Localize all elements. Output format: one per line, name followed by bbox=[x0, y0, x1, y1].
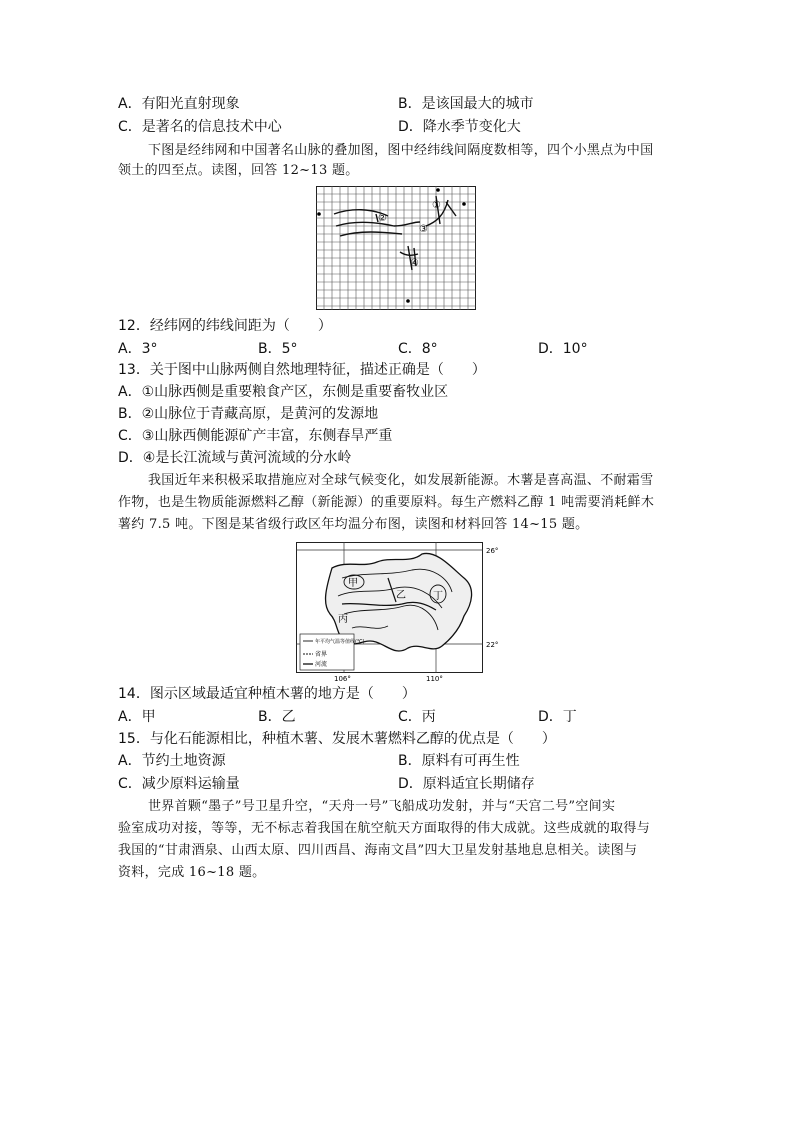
intro-16-18-line1: 世界首颗“墨子”号卫星升空，“天舟一号”飞船成功发射，并与“天宫二号”空间实 bbox=[148, 799, 616, 814]
intro-12-13-line1: 下图是经纬网和中国著名山脉的叠加图，图中经纬线间隔度数相等，四个小黑点为中国 bbox=[148, 143, 654, 158]
q14-option-c: C．丙 bbox=[398, 709, 436, 725]
mountain-label-4: ④ bbox=[410, 258, 419, 269]
q12-stem: 12．经纬网的纬线间距为（ ） bbox=[118, 318, 332, 334]
region-label-bing: 丙 bbox=[338, 614, 348, 625]
q12-option-c: C．8° bbox=[398, 341, 438, 357]
intro-14-15-line3: 薯约 7.5 吨。下图是某省级行政区年均温分布图，读图和材料回答 14~15 题。 bbox=[118, 517, 589, 532]
lon-label-right: 110° bbox=[426, 675, 443, 682]
q14-option-b: B．乙 bbox=[258, 709, 296, 725]
mountain-label-1: ① bbox=[432, 200, 441, 211]
extreme-point-south bbox=[406, 299, 410, 303]
region-label-yi: 乙 bbox=[396, 590, 406, 601]
intro-14-15-line1: 我国近年来积极采取措施应对全球气候变化，如发展新能源。木薯是喜高温、不耐霜雪 bbox=[148, 473, 654, 488]
q13-option-b: B．②山脉位于青藏高原，是黄河的发源地 bbox=[118, 406, 379, 422]
intro-16-18-line3: 我国的“甘肃酒泉、山西太原、四川西昌、海南文昌”四大卫星发射基地息息相关。读图与 bbox=[118, 843, 638, 858]
q13-option-a: A．①山脉西侧是重要粮食产区，东侧是重要畜牧业区 bbox=[118, 384, 449, 400]
q13-option-c: C．③山脉西侧能源矿产丰富，东侧春旱严重 bbox=[118, 428, 393, 444]
legend-river: 河流 bbox=[315, 661, 328, 668]
q12-option-a: A．3° bbox=[118, 341, 158, 357]
q15-option-d: D．原料适宜长期储存 bbox=[398, 776, 535, 792]
q11-option-b: B．是该国最大的城市 bbox=[398, 96, 534, 112]
extreme-point-west bbox=[317, 212, 321, 216]
q15-option-c: C．减少原料运输量 bbox=[118, 776, 240, 792]
q14-option-a: A．甲 bbox=[118, 709, 156, 725]
intro-14-15-line2: 作物，也是生物质能源燃料乙醇（新能源）的重要原料。每生产燃料乙醇 1 吨需要消耗鲜木 bbox=[118, 495, 655, 510]
intro-16-18-line4: 资料，完成 16~18 题。 bbox=[118, 865, 266, 880]
q13-stem: 13．关于图中山脉两侧自然地理特征，描述正确是（ ） bbox=[118, 362, 486, 378]
region-label-jia: 甲 bbox=[348, 578, 358, 589]
legend-boundary: 省界 bbox=[315, 651, 328, 658]
temperature-map-figure bbox=[292, 538, 502, 682]
region-label-ding: 丁 bbox=[433, 591, 443, 602]
q15-option-a: A．节约土地资源 bbox=[118, 753, 226, 769]
lat-label-top: 26° bbox=[486, 547, 499, 555]
extreme-point-north bbox=[436, 188, 440, 192]
extreme-point-east bbox=[462, 202, 466, 206]
q12-option-b: B．5° bbox=[258, 341, 298, 357]
intro-16-18-line2: 验室成功对接，等等，无不标志着我国在航空航天方面取得的伟大成就。这些成就的取得与 bbox=[118, 821, 651, 836]
q14-stem: 14．图示区域最适宜种植木薯的地方是（ ） bbox=[118, 686, 416, 702]
q13-option-d: D．④是长江流域与黄河流域的分水岭 bbox=[118, 450, 352, 466]
q11-option-d: D．降水季节变化大 bbox=[398, 119, 521, 135]
legend-isotherm: 年平均气温等值线(℃) bbox=[315, 639, 365, 645]
q11-option-c: C．是著名的信息技术中心 bbox=[118, 119, 282, 135]
q14-option-d: D．丁 bbox=[538, 709, 577, 725]
q12-option-d: D．10° bbox=[538, 341, 588, 357]
graticule-mountain-figure bbox=[316, 186, 476, 310]
intro-12-13-line2: 领土的四至点。读图，回答 12~13 题。 bbox=[118, 163, 359, 178]
lat-label-bottom: 22° bbox=[486, 641, 499, 649]
q15-option-b: B．原料有可再生性 bbox=[398, 753, 520, 769]
mountain-label-2: ② bbox=[378, 213, 387, 224]
q11-option-a: A．有阳光直射现象 bbox=[118, 96, 240, 112]
lon-label-left: 106° bbox=[334, 675, 351, 682]
q15-stem: 15．与化石能源相比，种植木薯、发展木薯燃料乙醇的优点是（ ） bbox=[118, 731, 556, 747]
mountain-label-3: ③ bbox=[419, 224, 428, 235]
